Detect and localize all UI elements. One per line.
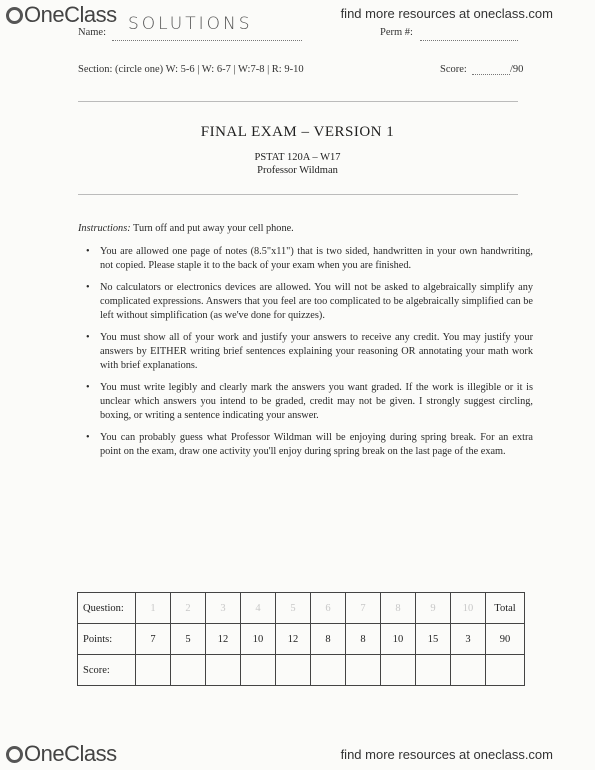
points-cell: 8: [346, 624, 381, 655]
divider-mid: [78, 194, 518, 195]
instructions-list: [78, 245, 533, 459]
oneclass-logo-bottom[interactable]: OneClass: [6, 741, 117, 767]
row-label-points: Points:: [78, 624, 136, 655]
score-line: [472, 66, 510, 75]
name-value: SOLUTIONS: [128, 14, 253, 34]
score-cell[interactable]: [346, 655, 381, 686]
points-cell: 5: [171, 624, 206, 655]
oneclass-logo[interactable]: OneClass: [6, 2, 117, 28]
question-number: 10: [451, 593, 486, 624]
score-label: Score:: [440, 64, 467, 75]
score-cell[interactable]: [206, 655, 241, 686]
total-header: Total: [486, 593, 525, 624]
instructions-intro: [78, 222, 533, 236]
question-number: 5: [276, 593, 311, 624]
promo-link-top[interactable]: find more resources at oneclass.com: [340, 6, 553, 21]
score-cell[interactable]: [311, 655, 346, 686]
question-number: 6: [311, 593, 346, 624]
total-points: 90: [486, 624, 525, 655]
exam-title: FINAL EXAM – VERSION 1: [200, 124, 395, 140]
divider-top: [78, 101, 518, 102]
row-label-question: Question:: [78, 593, 136, 624]
section-text: Section: (circle one) W: 5-6 | W: 6-7 | W:7-8 | R: 9-10: [78, 64, 304, 75]
oneclass-ring-icon: [6, 7, 23, 24]
points-cell: 10: [381, 624, 416, 655]
points-cell: 15: [416, 624, 451, 655]
instructions-intro-text: Turn off and put away your cell phone.: [133, 223, 294, 234]
score-cell[interactable]: [381, 655, 416, 686]
score-cell[interactable]: [241, 655, 276, 686]
points-row: [78, 624, 525, 655]
instructions-label: Instructions:: [78, 223, 131, 234]
question-row: [78, 593, 525, 624]
professor-name: Professor Wildman: [257, 165, 338, 176]
instructions: [78, 222, 533, 467]
instruction-item: • No calculators or electronics devices are allowed. You will not be asked to algebraically simplify any complicated expressions. Answers that you feel are too complicated to be algebraically simplified can be left without simplification (as we've done for quizzes).: [78, 281, 533, 323]
score-cell[interactable]: [276, 655, 311, 686]
points-cell: 8: [311, 624, 346, 655]
question-number: 2: [171, 593, 206, 624]
score-cell[interactable]: [451, 655, 486, 686]
score-total: /90: [510, 64, 524, 75]
perm-line: [420, 30, 518, 41]
question-number: 4: [241, 593, 276, 624]
points-cell: 12: [276, 624, 311, 655]
total-score-cell[interactable]: [486, 655, 525, 686]
score-row: [78, 655, 525, 686]
score-cell[interactable]: [416, 655, 451, 686]
instruction-item: • You are allowed one page of notes (8.5"x11") that is two sided, handwritten in your own handwriting, not copied. Please staple it to the back of your exam when you are finished.: [78, 245, 533, 273]
score-table: [77, 592, 525, 686]
name-label: Name:: [78, 27, 106, 38]
points-cell: 7: [136, 624, 171, 655]
points-cell: 12: [206, 624, 241, 655]
points-cell: 3: [451, 624, 486, 655]
instruction-item: • You must show all of your work and justify your answers to receive any credit. You may justify your answers by EITHER writing brief sentences explaining your reasoning OR annotating your math work with brief explanations.: [78, 331, 533, 373]
question-number: 9: [416, 593, 451, 624]
perm-label: Perm #:: [380, 27, 413, 38]
instruction-item: • You must write legibly and clearly mark the answers you want graded. If the work is illegible or it is unclear which answers you intend to be graded, credit may not be given. I strongly suggest circling, boxing, or writing a sentence indicating your answer.: [78, 381, 533, 423]
question-number: 3: [206, 593, 241, 624]
row-label-score: Score:: [78, 655, 136, 686]
score-cell[interactable]: [136, 655, 171, 686]
promo-link-bottom[interactable]: find more resources at oneclass.com: [340, 747, 553, 762]
question-number: 7: [346, 593, 381, 624]
score-cell[interactable]: [171, 655, 206, 686]
question-number: 1: [136, 593, 171, 624]
oneclass-ring-icon: [6, 746, 23, 763]
instruction-item: • You can probably guess what Professor Wildman will be enjoying during spring break. For an extra point on the exam, draw one activity you'll enjoy during spring break on the last page of the exam.: [78, 431, 533, 459]
course-code: PSTAT 120A – W17: [254, 152, 341, 163]
points-cell: 10: [241, 624, 276, 655]
question-number: 8: [381, 593, 416, 624]
